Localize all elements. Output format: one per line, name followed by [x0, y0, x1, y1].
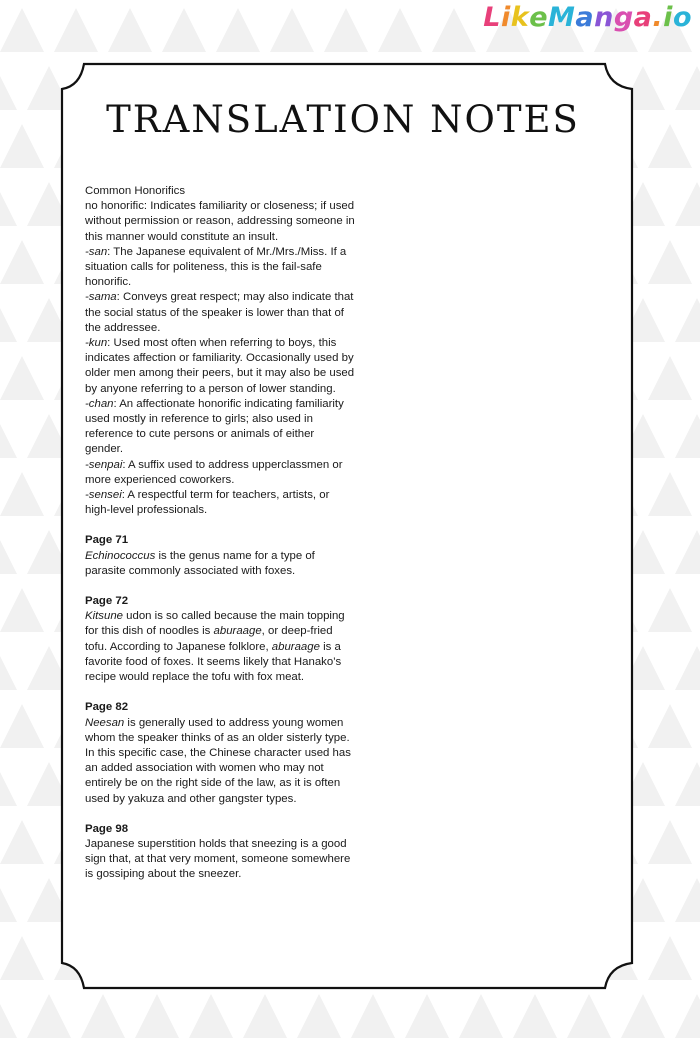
- honorific-entry: -san: The Japanese equivalent of Mr./Mrs./Miss. If a situation calls for politeness, this is the fail-safe honorific.: [85, 245, 347, 289]
- note-page-71: [85, 533, 355, 579]
- note-page-heading: Page 98: [85, 822, 129, 835]
- note-text: Japanese superstition holds that sneezing is a good sign that, at that very moment, someone somewhere is gossiping about the sneezer.: [85, 837, 351, 881]
- watermark-logo: [483, 2, 692, 33]
- watermark-letter: e: [529, 2, 548, 33]
- note-text: Echinococcus is the genus name for a type of parasite commonly associated with foxes.: [85, 549, 315, 577]
- watermark-letter: .: [652, 2, 664, 33]
- watermark-letter: i: [663, 2, 673, 33]
- note-page-82: [85, 700, 355, 806]
- note-page-98: [85, 822, 355, 883]
- honorific-entry: no honorific: Indicates familiarity or closeness; if used without permission or reason, addressing someone in this manner would constitute an insult.: [85, 200, 355, 243]
- watermark-letter: n: [594, 2, 614, 33]
- watermark-letter: i: [500, 2, 511, 33]
- note-text: Neesan is generally used to address young women whom the speaker thinks of as an older sisterly type. In this specific case, the Chinese character used has an added association with women who may not entirely be on the right side of the law, as it is often used by yakuza and other gangster types.: [85, 716, 351, 805]
- honorific-entry: -sensei: A respectful term for teachers, artists, or high-level professionals.: [85, 489, 330, 517]
- honorific-entry: -sama: Conveys great respect; may also indicate that the social status of the speaker is lower than that of the addressee.: [85, 291, 354, 334]
- note-page-heading: Page 72: [85, 595, 129, 608]
- notes-body: [85, 184, 355, 883]
- watermark-letter: M: [548, 2, 576, 33]
- note-text: Kitsune udon is so called because the main topping for this dish of noodles is aburaage, or deep-fried tofu. According to Japanese folklore, aburaage is a favorite food of foxes. It seems likely that Hanako’s recipe would replace the tofu with fox meat.: [85, 610, 345, 684]
- note-page-72: [85, 594, 355, 685]
- honorific-entry: -kun: Used most often when referring to boys, this indicates affection or familiarity. Occasionally used by older men among their peers, but it may also be used by anyone referring to a person of lower standing.: [85, 337, 355, 395]
- note-page-heading: Page 71: [85, 534, 129, 547]
- note-page-heading: Page 82: [85, 701, 129, 714]
- watermark-letter: a: [633, 2, 653, 33]
- honorific-entry: -senpai: A suffix used to address upperclassmen or more experienced coworkers.: [85, 458, 343, 486]
- honorific-entry: -chan: An affectionate honorific indicating familiarity used mostly in reference to girls; also used in reference to cute persons or animals of either gender.: [85, 397, 344, 456]
- watermark-letter: a: [575, 2, 595, 33]
- honorifics-heading: Common Honorifics: [85, 185, 186, 197]
- page-title: TRANSLATION NOTES: [106, 98, 580, 141]
- watermark-letter: o: [672, 2, 692, 33]
- watermark-letter: L: [483, 2, 501, 33]
- watermark-letter: k: [510, 2, 530, 33]
- watermark-letter: g: [613, 2, 634, 33]
